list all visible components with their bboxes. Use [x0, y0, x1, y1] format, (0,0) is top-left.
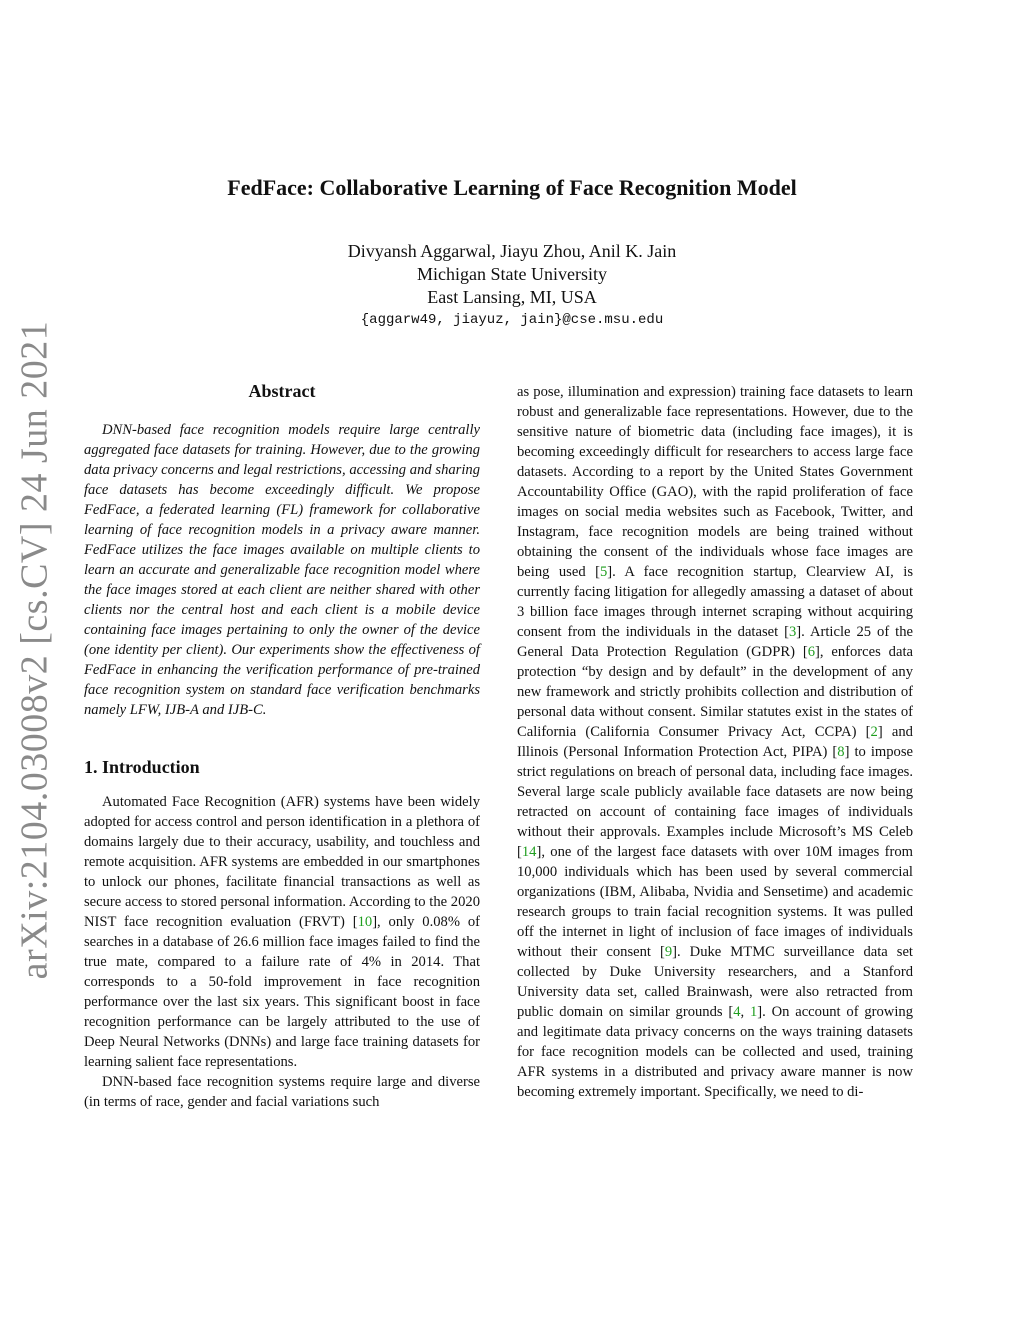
right-column: [517, 382, 913, 1102]
citation-link[interactable]: 14: [521, 844, 537, 860]
intro-paragraph-1: [84, 792, 480, 1072]
intro-p3-text-e: ] and Illinois (Personal Information Protection Act, PIPA) [: [517, 724, 913, 760]
citation-link[interactable]: 6: [807, 644, 815, 660]
abstract-heading: Abstract: [248, 381, 316, 401]
citation-link[interactable]: 2: [870, 724, 878, 740]
arxiv-identifier-text: arXiv:2104.03008v2 [cs.CV] 24 Jun 2021: [13, 320, 55, 980]
intro-p1-text-a: Automated Face Recognition (AFR) systems have been widely adopted for access control and person identification in a plethora of domains largely due to their accuracy, usability, and touchless and remote acquisition. AFR systems are embedded in our smartphones to unlock our phones, facilitate financial transactions as well as secure access to stored personal information. According to the 2020 NIST face recognition evaluation (FRVT) [: [84, 794, 480, 930]
citation-link[interactable]: 4: [733, 1004, 741, 1020]
intro-p3-text-i: ]. On account of growing and legitimate data privacy concerns on the ways training datasets for face recognition models can be collected and used, training AFR systems in a distributed and privacy aware manner is now becoming extremely important. Specifically, we need to di-: [517, 1004, 913, 1100]
intro-p3-text-a: as pose, illumination and expression) training face datasets to learn robust and generalizable face representations. However, due to the sensitive nature of biometric data (including face images), it is becoming exceedingly difficult for researchers to access large face datasets. According to a report by the United States Government Accountability Office (GAO), with the rapid proliferation of face images on social media websites such as Facebook, Twitter, and Instagram, face recognition models are being trained without obtaining the consent of the individuals whose face images are being used [: [517, 384, 913, 580]
citation-link[interactable]: 9: [664, 944, 673, 960]
left-column: [84, 380, 480, 1112]
intro-p3-text-f: ] to impose strict regulations on breach of personal data, including face images. Several large scale publicly available face datasets are now being retracted on account of containing face images of individuals without their approvals. Examples include Microsoft’s MS Celeb [: [517, 744, 913, 860]
intro-paragraph-2: DNN-based face recognition systems require large and diverse (in terms of race, gender and facial variations such: [84, 1074, 480, 1110]
abstract-text: DNN-based face recognition models require large centrally aggregated face datasets for training. However, due to the growing data privacy concerns and legal restrictions, accessing and sharing face datasets has become exceedingly difficult. We propose FedFace, a federated learning (FL) framework for collaborative learning of face recognition models in a privacy aware manner. FedFace utilizes the face images available on multiple clients to learn an accurate and generalizable face recognition model where the face images stored at each client are neither shared with other clients nor the central host and each client is a mobile device containing face images pertaining to only the owner of the device (one identity per client). Our experiments show the effectiveness of FedFace in enhancing the verification performance of pre-trained face recognition system on standard face verification benchmarks namely LFW, IJB-A and IJB-C.: [84, 422, 480, 718]
arxiv-identifier-stamp: [2, 320, 66, 980]
intro-p3-text-c: ]. Article 25 of the General Data Protection Regulation (GDPR) [: [517, 624, 913, 660]
introduction-heading: 1. Introduction: [84, 757, 200, 777]
citation-link[interactable]: 10: [357, 914, 373, 930]
intro-p3-text-h: ]. Duke MTMC surveillance data set collected by Duke University researchers, and a Stanford University data set, called Brainwash, were also retracted from public domain on similar grounds [: [517, 944, 913, 1020]
author-location: East Lansing, MI, USA: [427, 287, 597, 307]
author-names: Divyansh Aggarwal, Jiayu Zhou, Anil K. Jain: [347, 241, 677, 261]
intro-paragraph-3: [517, 382, 913, 1102]
citation-link[interactable]: 1: [750, 1004, 758, 1020]
citation-link[interactable]: 8: [837, 744, 845, 760]
author-email: {aggarw49, jiayuz, jain}@cse.msu.edu: [360, 312, 664, 328]
intro-p3-text-b: ]. A face recognition startup, Clearview AI, is currently facing litigation for allegedly amassing a dataset of about 3 billion face images through internet scraping without acquiring consent from the individuals in the dataset [: [517, 564, 913, 640]
intro-p3-text-g: ], one of the largest face datasets with over 10M images from 10,000 individuals which has been used by several commercial organizations (IBM, Alibaba, Nvidia and Sensetime) and academic research groups to train facial recognition systems. It was pulled off the internet in light of inclusion of face images of individuals without their consent [: [517, 844, 913, 960]
author-affiliation: Michigan State University: [417, 264, 607, 284]
citation-link[interactable]: 5: [599, 564, 608, 580]
paper-title: FedFace: Collaborative Learning of Face Recognition Model: [227, 175, 797, 200]
intro-p1-text-b: ], only 0.08% of searches in a database of 26.6 million face images failed to find the true mate, compared to a failure rate of 4% in 2014. That corresponds to a 50-fold improvement in face recognition performance over the last six years. This significant boost in face recognition performance can be largely attributed to the use of Deep Neural Networks (DNNs) and large face training datasets for learning salient face representations.: [84, 914, 480, 1070]
citation-link[interactable]: 3: [789, 624, 797, 640]
author-block: [0, 240, 1024, 328]
citation-separator: ,: [740, 1004, 750, 1020]
intro-p3-text-d: ], enforces data protection “by design and by default” in the development of any new framework and strictly prohibits collection and distribution of personal data without consent. Similar statutes exist in the states of California (California Consumer Privacy Act, CCPA) [: [517, 644, 913, 740]
